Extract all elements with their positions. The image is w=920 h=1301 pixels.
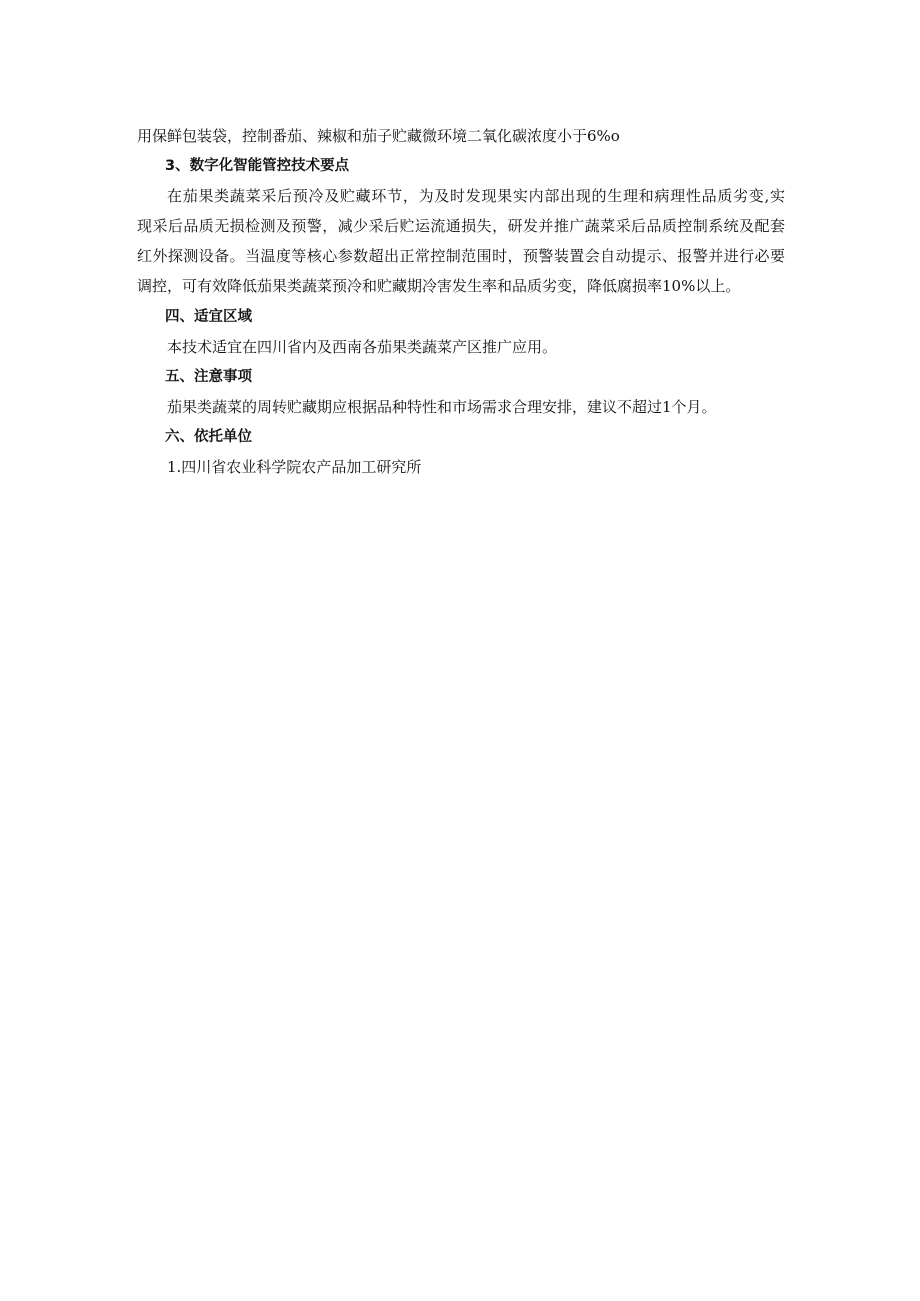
- paragraph-digital-line-1: 在茄果类蔬菜采后预冷及贮藏环节，为及时发现果实内部出现的生理和病理性品质劣变,实: [167, 187, 785, 205]
- paragraph-notes: 茄果类蔬菜的周转贮藏期应根据品种特性和市场需求合理安排，建议不超过1个月。: [167, 398, 717, 416]
- paragraph-digital-line-3: 红外探测设备。当温度等核心参数超出正常控制范围时，预警装置会自动提示、报警并进行必要: [137, 247, 785, 265]
- paragraph-digital-line-4: 调控，可有效降低茄果类蔬菜预冷和贮藏期冷害发生率和品质劣变，降低腐损率10%以上。: [137, 277, 741, 295]
- heading-supporting-units: 六、依托单位: [165, 429, 252, 445]
- paragraph-digital-line-2: 现采后品质无损检测及预警，减少采后贮运流通损失，研发并推广蔬菜采后品质控制系统及配套: [137, 217, 785, 235]
- paragraph-supporting-unit-1: 1.四川省农业科学院农产品加工研究所: [167, 458, 422, 476]
- heading-digital-control: 3、数字化智能管控技术要点: [165, 158, 350, 174]
- heading-suitable-region: 四、适宜区域: [165, 309, 252, 325]
- paragraph-suitable-region: 本技术适宜在四川省内及西南各茄果类蔬菜产区推广应用。: [167, 338, 558, 356]
- heading-notes: 五、注意事项: [165, 369, 252, 385]
- paragraph-continuation: 用保鲜包装袋，控制番茄、辣椒和茄子贮藏微环境二氧化碳浓度小于6%o: [137, 127, 620, 145]
